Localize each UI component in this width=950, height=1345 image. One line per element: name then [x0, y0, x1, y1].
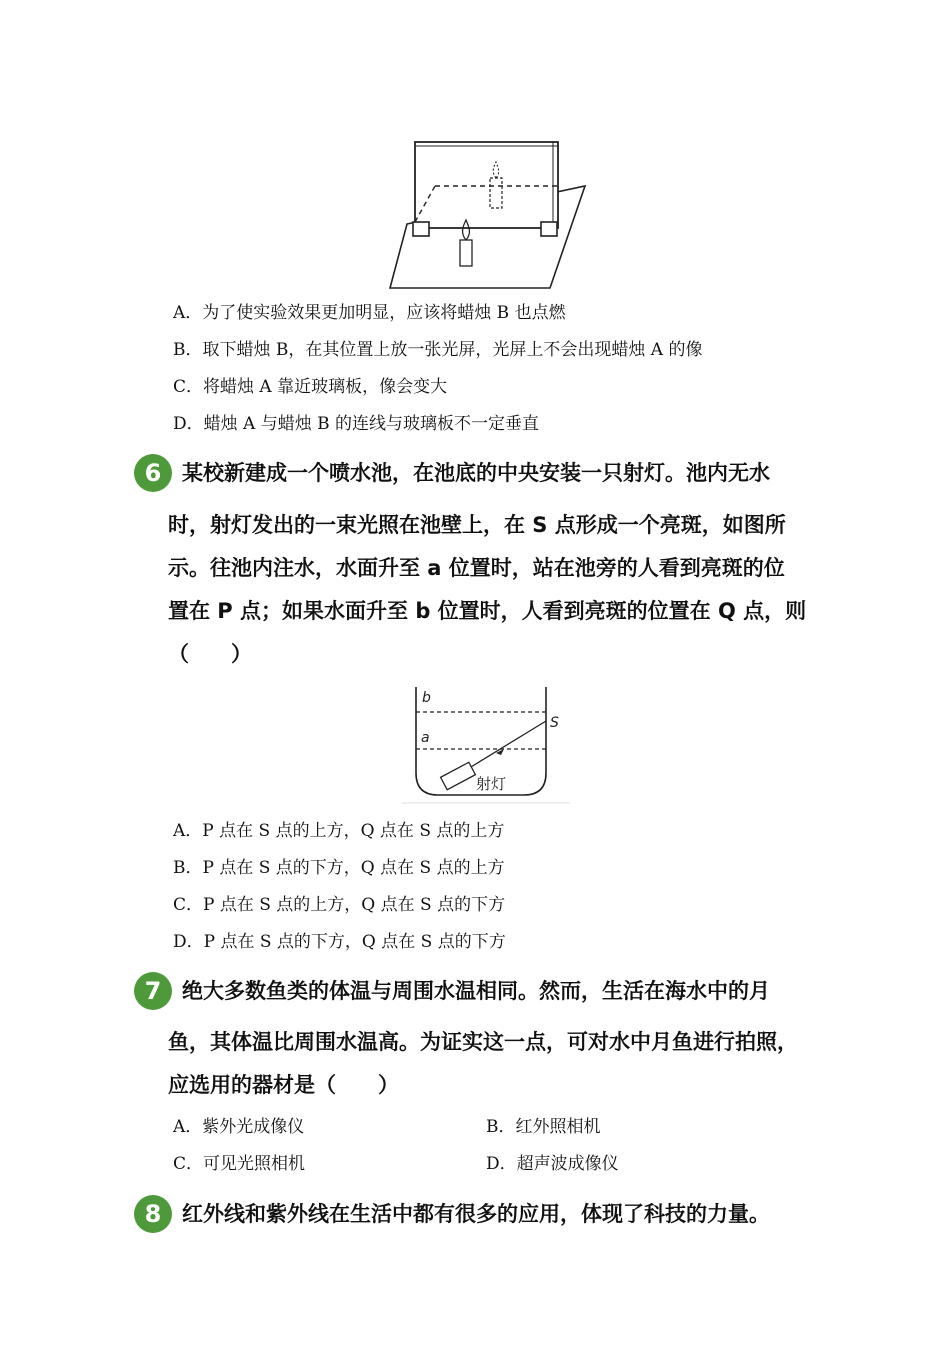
- q6-option-d[interactable]: D．P 点在 S 点的下方，Q 点在 S 点的下方: [173, 932, 506, 952]
- question-number-6: 6: [134, 454, 172, 492]
- pool-label-a: a: [421, 730, 430, 746]
- q5-option-a[interactable]: A．为了使实验效果更加明显，应该将蜡烛 B 也点燃: [173, 303, 566, 323]
- pool-label-b: b: [422, 690, 431, 706]
- q8-stem-line-1: 红外线和紫外线在生活中都有很多的应用，体现了科技的力量。: [182, 1202, 770, 1226]
- q7-stem-line-3: 应选用的器材是（ ）: [168, 1073, 399, 1097]
- q7-stem-line-2: 鱼，其体温比周围水温高。为证实这一点，可对水中月鱼进行拍照，: [168, 1030, 798, 1054]
- q5-option-c[interactable]: C．将蜡烛 A 靠近玻璃板，像会变大: [173, 377, 448, 397]
- mirror-experiment-figure: [385, 136, 590, 291]
- q6-option-b[interactable]: B．P 点在 S 点的下方，Q 点在 S 点的上方: [173, 858, 505, 878]
- pool-label-s: S: [550, 715, 559, 731]
- q6-option-c[interactable]: C．P 点在 S 点的上方，Q 点在 S 点的下方: [173, 895, 506, 915]
- q7-option-c[interactable]: C．可见光照相机: [173, 1154, 306, 1174]
- q6-stem-line-5: （ ）: [168, 642, 252, 666]
- q6-stem-line-1: 某校新建成一个喷水池，在池底的中央安装一只射灯。池内无水: [182, 461, 770, 485]
- q7-stem-line-1: 绝大多数鱼类的体温与周围水温相同。然而，生活在海水中的月: [182, 979, 770, 1003]
- q7-option-a[interactable]: A．紫外光成像仪: [173, 1117, 305, 1137]
- question-number-7: 7: [134, 972, 172, 1010]
- question-number-8: 8: [134, 1195, 172, 1233]
- q6-stem-line-3: 示。往池内注水，水面升至 a 位置时，站在池旁的人看到亮斑的位: [168, 556, 785, 580]
- q6-stem-line-2: 时，射灯发出的一束光照在池壁上，在 S 点形成一个亮斑，如图所: [168, 513, 786, 537]
- q5-option-b[interactable]: B．取下蜡烛 B，在其位置上放一张光屏，光屏上不会出现蜡烛 A 的像: [173, 340, 703, 360]
- pool-spotlight-figure: [400, 685, 572, 807]
- pool-label-lamp: 射灯: [476, 775, 507, 793]
- q6-stem-line-4: 置在 P 点；如果水面升至 b 位置时，人看到亮斑的位置在 Q 点，则: [168, 599, 807, 623]
- q6-option-a[interactable]: A．P 点在 S 点的上方，Q 点在 S 点的上方: [173, 821, 505, 841]
- q5-option-d[interactable]: D．蜡烛 A 与蜡烛 B 的连线与玻璃板不一定垂直: [173, 414, 540, 434]
- q7-option-b[interactable]: B．红外照相机: [486, 1117, 601, 1137]
- q7-option-d[interactable]: D．超声波成像仪: [486, 1154, 619, 1174]
